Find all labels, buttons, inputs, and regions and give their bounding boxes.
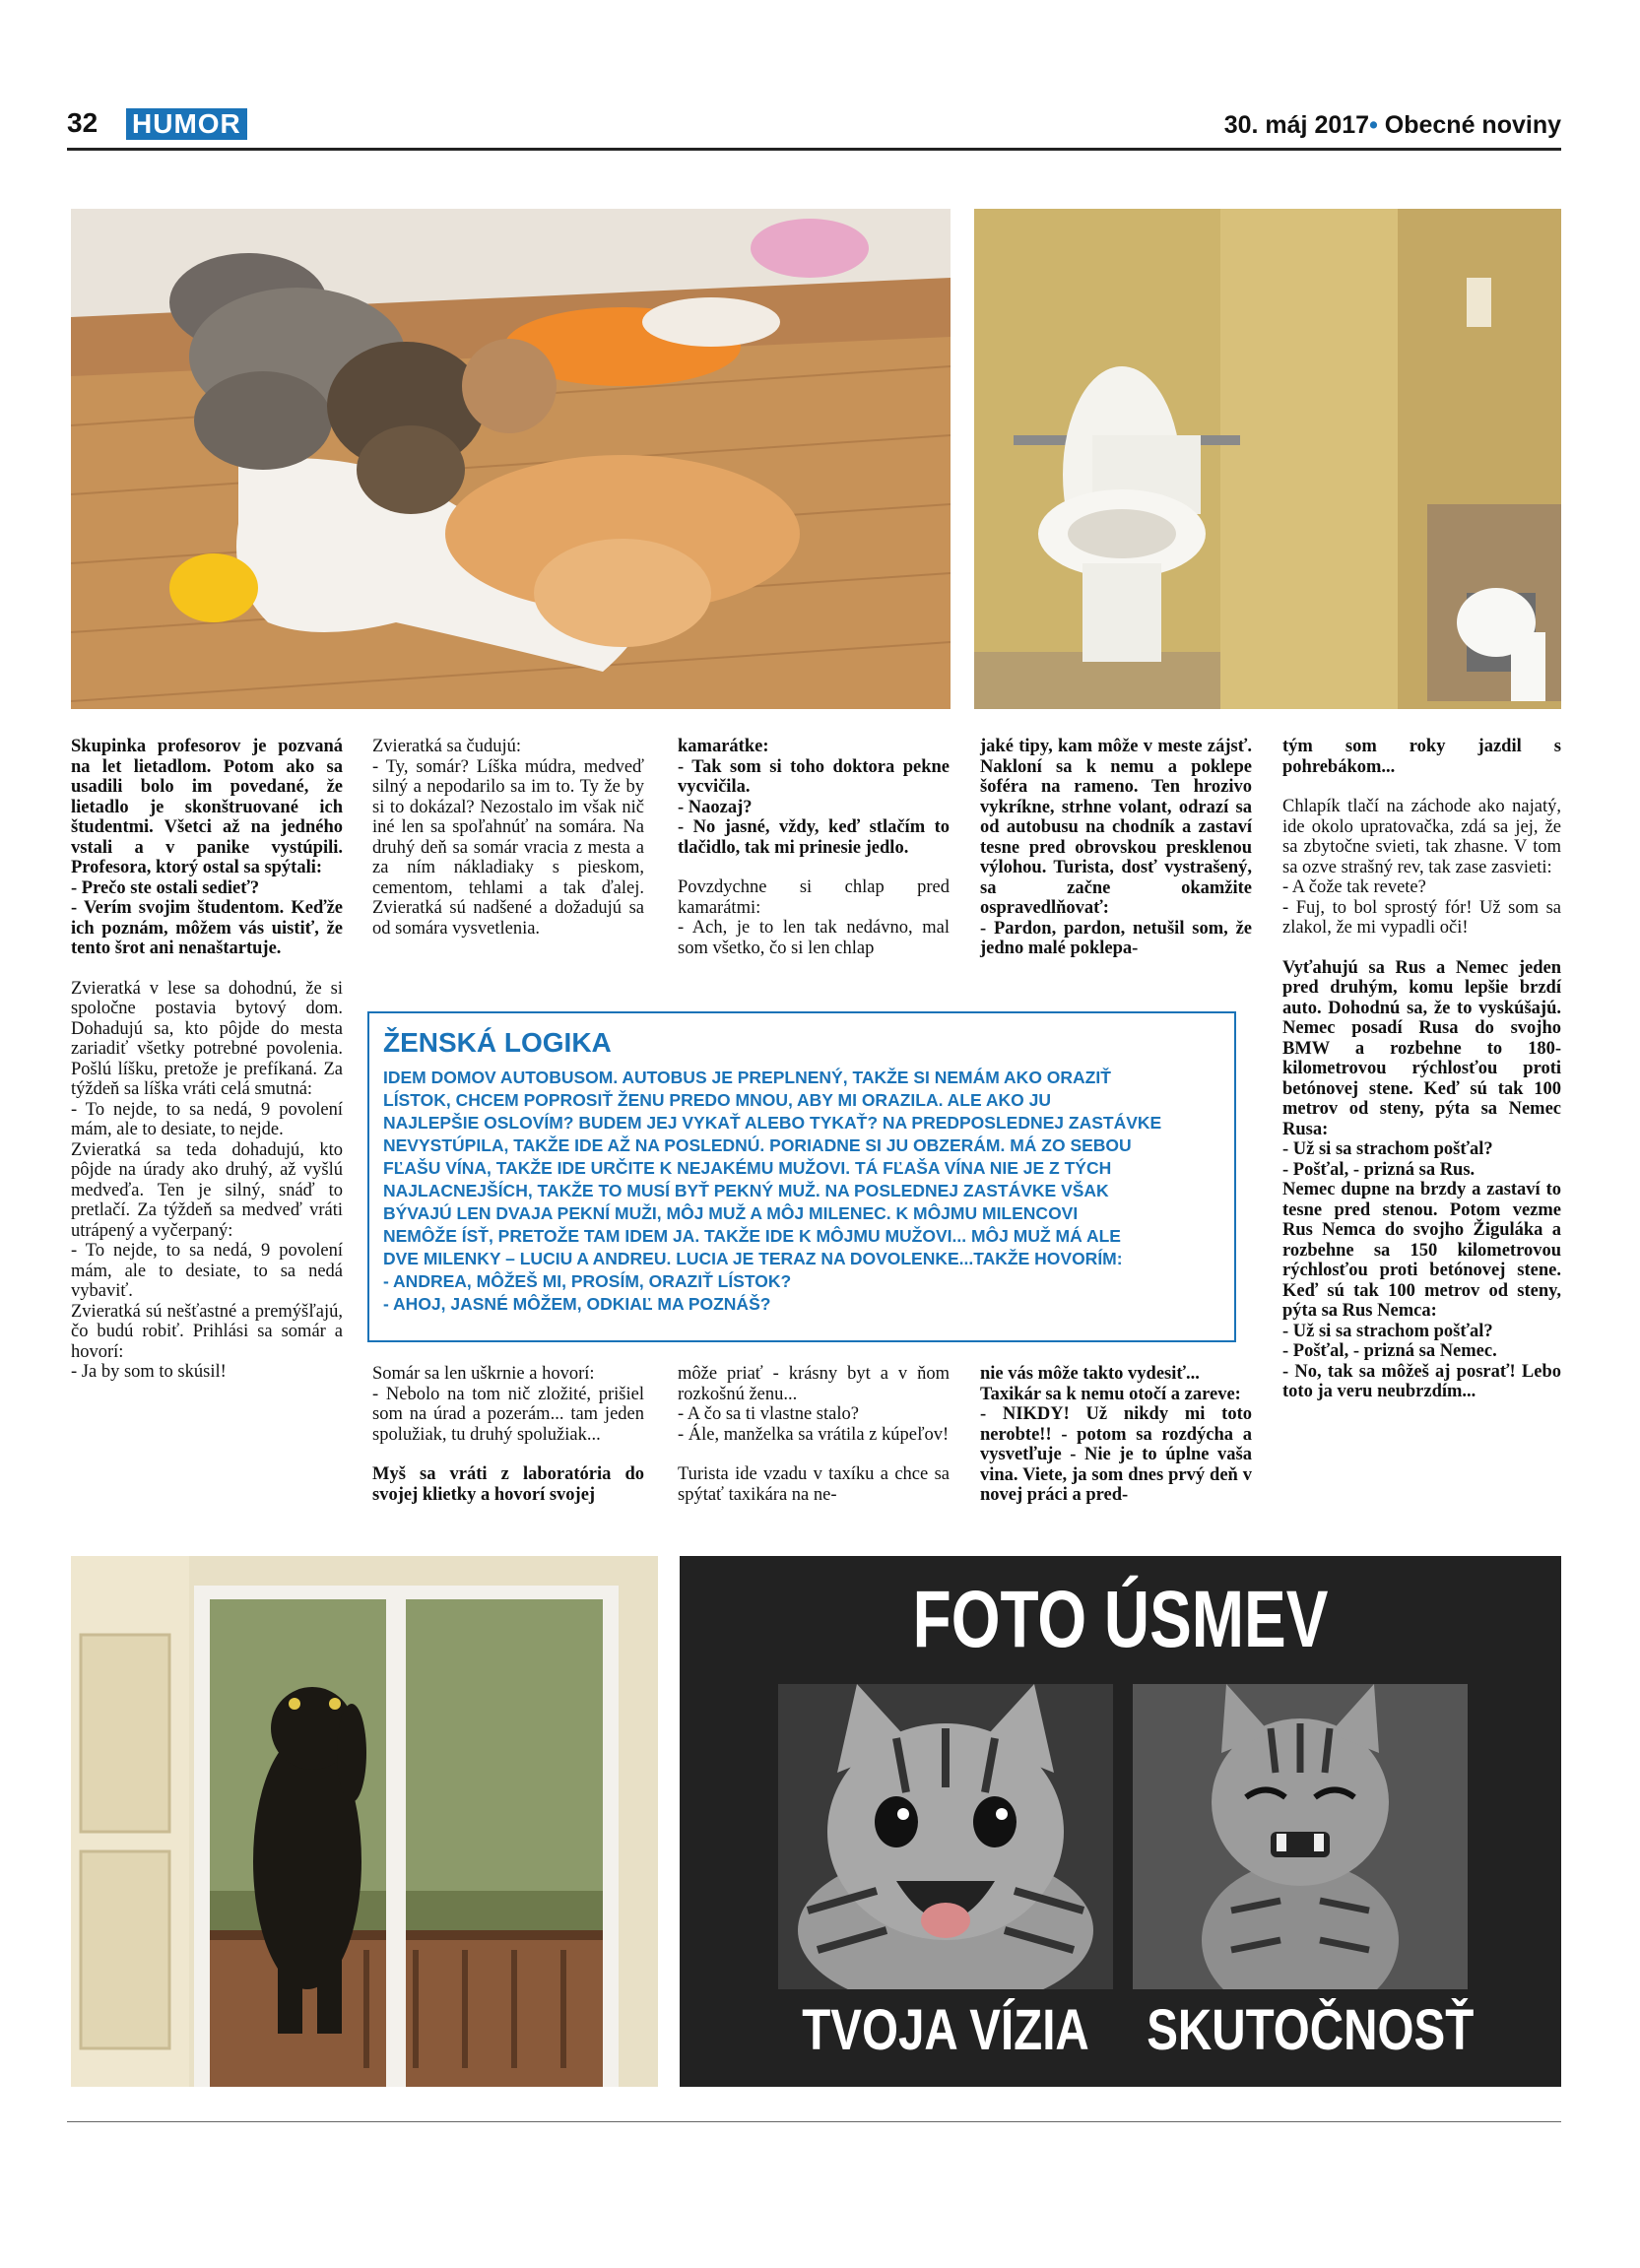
joke-toilet-and-brakes <box>1282 737 1561 1402</box>
joke-text: Turista ide vzadu v taxíku a chce sa spýtať taxikára na ne- <box>678 1464 950 1505</box>
joke-wife <box>678 1364 950 1505</box>
meme-title: FOTO ÚSMEV <box>912 1575 1329 1664</box>
bear-door-photo <box>71 1556 658 2087</box>
cats-child-milk-photo <box>71 209 951 709</box>
meme-caption-vision: TVOJA VÍZIA <box>802 1998 1089 2062</box>
scared-kitten-image <box>1133 1684 1468 1989</box>
joke-text: Chlapík tlačí na záchode ako najatý, ide okolo upratovačka, zdá sa jej, že sa zbytočne svieti, tak zhasne. V tom sa ozve strašný rev, tak zase zasvieti: <box>1282 797 1561 877</box>
joke-text: - Nebolo na tom nič zložité, prišiel som na úrad a pozerám... tam jeden spolužiak, tu druhý spolužiak... <box>372 1384 644 1445</box>
section-label: HUMOR <box>126 108 247 140</box>
toilet-paper-photo <box>974 209 1561 709</box>
happy-kitten-image <box>778 1684 1113 1989</box>
box-line: LÍSTOK, CHCEM POPROSIŤ ŽENU PREDO MNOU, ABY MI ORAZILA. ALE AKO JU <box>383 1090 1051 1110</box>
joke-text: Vyťahujú sa Rus a Nemec jeden pred druhým, komu lepšie brzdí auto. Dohodnú sa, že to vyskúšajú. Nemec posadí Rusa do svojho BMW a rozbehne to 180-kilometrovou rýchlosťou proti betónovej stene. Keď sú tak 100 metrov od steny, pýta sa Nemec Rusa: <box>1282 957 1561 1139</box>
joke-taxi <box>980 737 1252 959</box>
joke-text: - Ja by som to skúsil! <box>71 1362 227 1382</box>
joke-text: Myš sa vráti z laboratória do svojej klietky a hovorí svojej <box>372 1464 644 1505</box>
joke-text: Zvieratká sa teda dohadujú, kto pôjde na úrady ako druhý, až vyšlú medveďa. Ten je silný, snáď to pretlačí. Za týždeň sa medveď vráti utrápený a vyčerpaný: <box>71 1139 343 1241</box>
joke-text: môže priať - krásny byt a v ňom rozkošnú ženu... <box>678 1364 950 1404</box>
joke-text: - Tak som si toho doktora pekne vycvičila. <box>678 756 950 797</box>
joke-text: - Naozaj? <box>678 797 753 817</box>
joke-text: - Pošťal, - prizná sa Nemec. <box>1282 1341 1497 1361</box>
joke-taxi-end <box>980 1364 1252 1506</box>
joke-text: - Už si sa strachom pošťal? <box>1282 1139 1493 1159</box>
issue-date: 30. máj 2017 <box>1223 111 1370 139</box>
joke-text: Nemec dupne na brzdy a zastaví to tesne pred stenou. Potom vezme Rus Nemca do svojho Žiguláka a rozbehne sa 150 kilometrovou rýchlosťou proti betónovej stene. Keď sú tak 100 metrov od steny, pýta sa Rus Nemca: <box>1282 1180 1561 1321</box>
box-line: NAJLACNEJŠÍCH, TAKŽE TO MUSÍ BYŤ PEKNÝ MUŽ. NA POSLEDNEJ ZASTÁVKE VŠAK <box>383 1181 1109 1200</box>
joke-text: - Už si sa strachom pošťal? <box>1282 1321 1493 1341</box>
box-line: IDEM DOMOV AUTOBUSOM. AUTOBUS JE PREPLNENÝ, TAKŽE SI NEMÁM AKO ORAZIŤ <box>383 1068 1111 1087</box>
box-line: - AHOJ, JASNÉ MÔŽEM, ODKIAĽ MA POZNÁŠ? <box>383 1294 771 1314</box>
joke-text: kamarátke: <box>678 737 769 756</box>
box-line: FĽAŠU VÍNA, TAKŽE IDE URČITE K NEJAKÉMU MUŽOVI. TÁ FĽAŠA VÍNA NIE JE Z TÝCH <box>383 1158 1112 1178</box>
newspaper-name: Obecné noviny <box>1384 111 1561 139</box>
joke-text: - Fuj, to bol sprostý fór! Už som sa zlakol, že mi vypadli oči! <box>1282 897 1561 938</box>
joke-text: - A čo sa ti vlastne stalo? <box>678 1404 859 1424</box>
joke-text: - No jasné, vždy, keď stlačím to tlačidlo, tak mi prinesie jedlo. <box>678 817 950 858</box>
joke-professors <box>71 737 343 1383</box>
joke-text: - To nejde, to sa nedá, 9 povolení mám, ale to desiate, to sa nedá vybaviť. <box>71 1241 343 1301</box>
joke-text: - A čože tak revete? <box>1282 877 1426 897</box>
joke-text: - Ty, somár? Líška múdra, medveď silný a nepodarilo sa im to. Ty že by si to dokázal? Nezostalo im však nič iné len sa spoľahnúť na somára. Na druhý deň sa somár vracia z mesta a za ním nákladiaky s pieskom, cementom, tehlami a tak ďalej. Zvieratká sú nadšené a dožadujú sa od somára vysvetlenia. <box>372 756 644 939</box>
joke-donkey-end <box>372 1364 644 1505</box>
separator-dot: • <box>1369 111 1378 139</box>
issue-info <box>1224 110 1561 140</box>
joke-text: - Ach, je to len tak nedávno, mal som všetko, čo si len chlap <box>678 918 950 958</box>
joke-text: jaké tipy, kam môže v meste zájsť. Nakloní sa k nemu a poklepe šoféra na rameno. Ten hrozivo vykríkne, strhne volant, odrazí sa od autobusu na chodník a zastaví tesne pred obrovskou presklenou výlohou. Turista, dosť vystrašený, sa začne okamžite ospravedlňovať: <box>980 737 1252 918</box>
foto-usmev-meme <box>680 1556 1561 2087</box>
joke-text: nie vás môže takto vydesiť... <box>980 1364 1200 1384</box>
joke-text: Povzdychne si chlap pred kamarátmi: <box>678 877 950 918</box>
box-line: BÝVAJÚ LEN DVAJA PEKNÍ MUŽI, MÔJ MUŽ A MÔJ MILENEC. K MÔJMU MILENCOVI <box>383 1203 1079 1223</box>
joke-text: - No, tak sa môžeš aj posrať! Lebo toto ja veru neubrzdím... <box>1282 1361 1561 1401</box>
header-rule <box>67 148 1561 151</box>
page-number: 32 <box>67 107 98 138</box>
joke-text: - Ále, manželka sa vrátila z kúpeľov! <box>678 1424 950 1445</box>
joke-text: Zvieratká v lese sa dohodnú, že si spoločne postavia bytový dom. Dohadujú sa, kto pôjde do mesta zariadiť všetky potrebné povolenia. Pošlú líšku, pretože je prefíkaná. Za týždeň sa líška vráti celá smutná: <box>71 978 343 1099</box>
box-title: ŽENSKÁ LOGIKA <box>383 1027 612 1058</box>
box-line: NAJLEPŠIE OSLOVÍM? BUDEM JEJ VYKAŤ ALEBO TYKAŤ? NA PREDPOSLEDNEJ ZASTÁVKE <box>383 1113 1162 1133</box>
box-line: - ANDREA, MÔŽEŠ MI, PROSÍM, ORAZIŤ LÍSTOK? <box>383 1271 792 1291</box>
box-line: NEVYSTÚPILA, TAKŽE IDE AŽ NA POSLEDNÚ. PORIADNE SI JU OBZERÁM. MÁ ZO SEBOU <box>383 1135 1132 1155</box>
meme-caption-reality: SKUTOČNOSŤ <box>1147 1998 1475 2062</box>
joke-text: Zvieratká sú nešťastné a premýšľajú, čo budú robiť. Prihlási sa somár a hovorí: <box>71 1301 343 1362</box>
box-body <box>383 1067 1220 1316</box>
joke-text: - To nejde, to sa nedá, 9 povolení mám, ale to desiate, to nejde. <box>71 1099 343 1139</box>
joke-text: Taxikár sa k nemu otočí a zareve: <box>980 1384 1241 1404</box>
footer-rule <box>67 2121 1561 2122</box>
joke-text: Somár sa len uškrnie a hovorí: <box>372 1364 595 1384</box>
joke-text: - Pardon, pardon, netušil som, že jedno malé poklepa- <box>980 918 1252 958</box>
joke-text: Zvieratká sa čudujú: <box>372 737 522 756</box>
joke-animals-cont <box>372 737 644 939</box>
joke-text: - Pošťal, - prizná sa Rus. <box>1282 1159 1476 1180</box>
joke-mouse <box>678 737 950 958</box>
joke-text: - Prečo ste ostali sedieť? <box>71 877 260 898</box>
zenska-logika-box <box>367 1011 1236 1342</box>
joke-text: tým som roky jazdil s pohrebákom... <box>1282 737 1561 777</box>
joke-text: - Verím svojim študentom. Keďže ich poznám, môžem vás uistiť, že tento šrot ani nenaštartuje. <box>71 898 343 958</box>
joke-text: - NIKDY! Už nikdy mi toto nerobte!! - potom sa rozdýcha a vysvetľuje - Nie je to úplne vaša vina. Viete, ja som dnes prvý deň v novej práci a pred- <box>980 1404 1252 1505</box>
box-line: DVE MILENKY – LUCIU A ANDREU. LUCIA JE TERAZ NA DOVOLENKE...TAKŽE HOVORÍM: <box>383 1249 1123 1268</box>
box-line: NEMÔŽE ÍSŤ, PRETOŽE TAM IDEM JA. TAKŽE IDE K MÔJMU MUŽOVI... MÔJ MUŽ MÁ ALE <box>383 1226 1121 1246</box>
joke-text: Skupinka profesorov je pozvaná na let lietadlom. Potom ako sa usadili bolo im povedané, že lietadlo je skonštruované ich študentmi. Všetci až na jedného vstali a v panike vystúpili. Profesora, ktorý ostal sa spýtali: <box>71 737 343 877</box>
